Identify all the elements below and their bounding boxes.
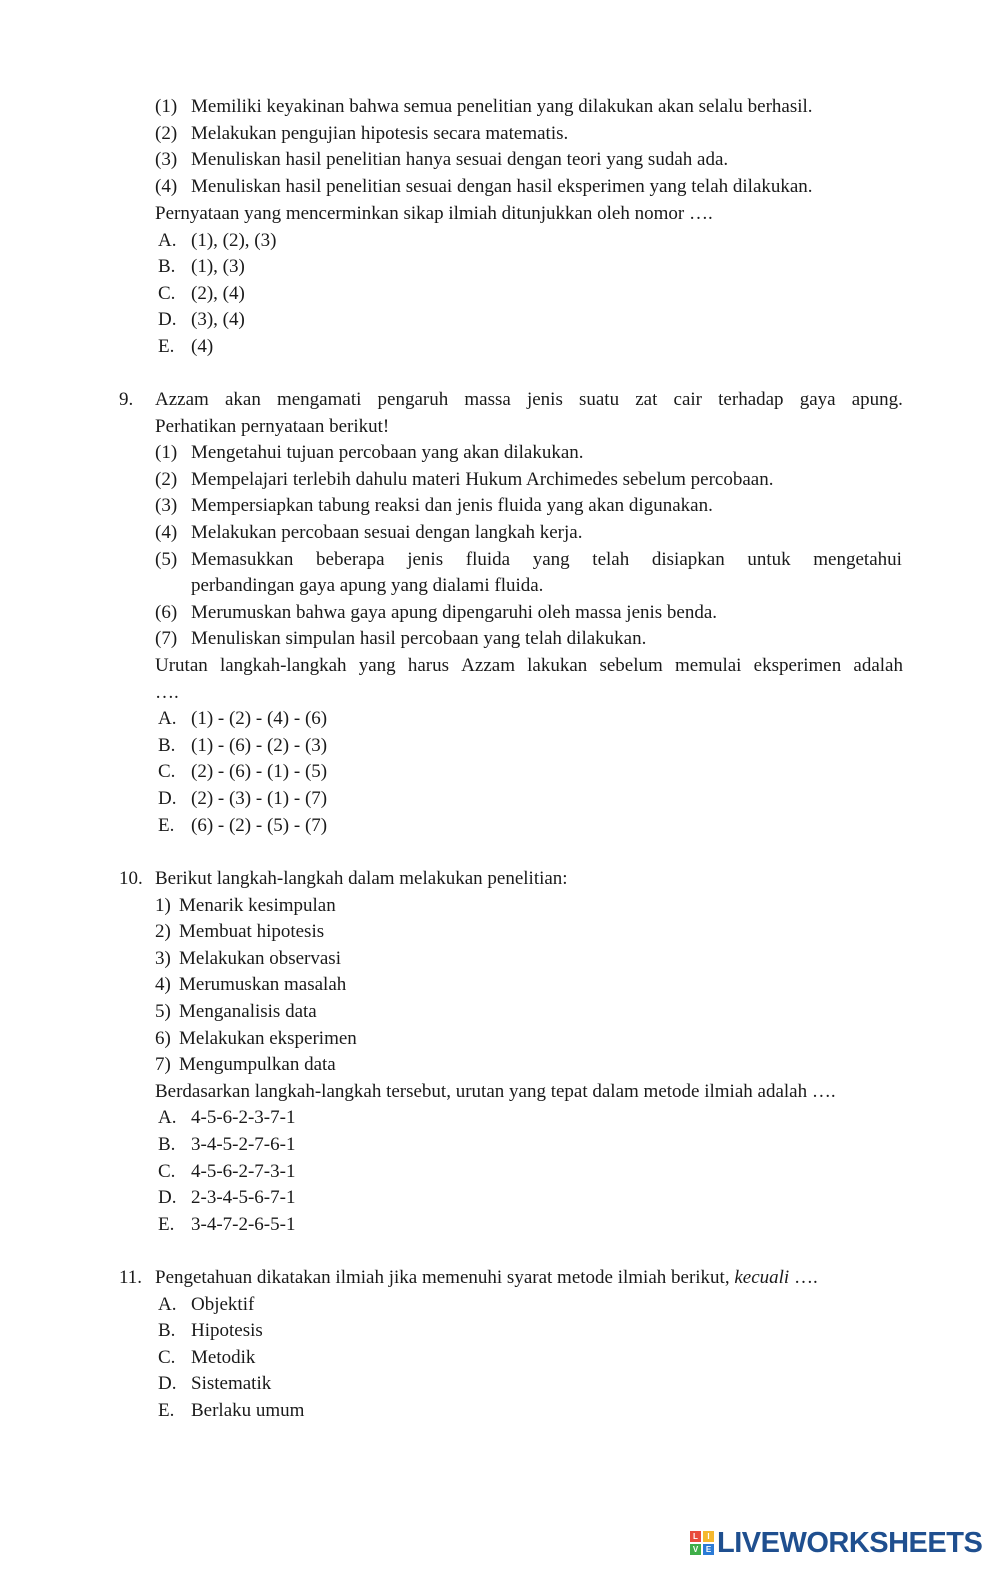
statement-text: Menuliskan hasil penelitian hanya sesuai dengan teori yang sudah ada. [191,149,729,170]
word: Azzam [461,655,515,676]
step-text: Melakukan observasi [179,948,341,969]
liveworksheets-logo-icon [690,1531,714,1555]
option-letter: D. [158,1373,177,1394]
statement-text-line-2: perbandingan gaya apung yang dialami fluida. [191,575,544,596]
q9-number: 9. [119,389,134,410]
statement-number: (4) [155,176,178,197]
statement-number: (6) [155,602,178,623]
step-text: Mengumpulkan data [179,1054,336,1075]
option-letter: E. [158,1214,175,1235]
option-letter: B. [158,735,176,756]
option-text: Berlaku umum [191,1400,305,1421]
step-text: Melakukan eksperimen [179,1028,357,1049]
statement-text: Melakukan percobaan sesuai dengan langkah kerja. [191,522,583,543]
option-text: (2) - (6) - (1) - (5) [191,761,328,782]
option-letter: E. [158,1400,175,1421]
word: lakukan [527,655,588,676]
option-letter: B. [158,1134,176,1155]
word: Urutan [155,655,208,676]
option-letter: C. [158,761,176,782]
option-text: (2) - (3) - (1) - (7) [191,788,328,809]
question-emphasis: kecuali [734,1267,790,1288]
option-letter: B. [158,256,176,277]
word: suatu [578,389,620,410]
word: akan [224,389,261,410]
statement-text: Mengetahui tujuan percobaan yang akan dilakukan. [191,442,584,463]
q10-number: 10. [119,868,143,889]
word: cair [673,389,703,410]
word: adalah [853,655,903,676]
statement-number: (3) [155,149,178,170]
option-letter: C. [158,1161,176,1182]
q10-question: Berdasarkan langkah-langkah tersebut, urutan yang tepat dalam metode ilmiah adalah …. [155,1081,836,1102]
step-text: Merumuskan masalah [179,974,347,995]
option-text: (6) - (2) - (5) - (7) [191,815,328,836]
statement-text: Merumuskan bahwa gaya apung dipengaruhi oleh massa jenis benda. [191,602,718,623]
logo-square-v: V [690,1544,701,1555]
option-letter: D. [158,1187,177,1208]
step-text: Menarik kesimpulan [179,895,336,916]
option-letter: C. [158,283,176,304]
word: zat [635,389,658,410]
step-text: Membuat hipotesis [179,921,325,942]
q10-intro: Berikut langkah-langkah dalam melakukan penelitian: [155,868,568,889]
word: disiapkan [651,549,725,570]
q9-intro-line-1 [155,388,903,412]
step-number: 1) [155,895,171,916]
word: beberapa [316,549,385,570]
word: mengamati [276,389,362,410]
option-letter: A. [158,1294,177,1315]
word: untuk [747,549,791,570]
statement-text: Melakukan pengujian hipotesis secara matematis. [191,123,569,144]
word: fluida [465,549,511,570]
option-text: Hipotesis [191,1320,263,1341]
word: yang [532,549,570,570]
option-text: (3), (4) [191,309,245,330]
step-number: 7) [155,1054,171,1075]
word: eksperimen [753,655,842,676]
word: harus [407,655,449,676]
q9-question-line-1 [155,654,903,678]
word: telah [592,549,630,570]
option-letter: E. [158,336,175,357]
option-text: 3-4-7-2-6-5-1 [191,1214,296,1235]
statement-text: Mempersiapkan tabung reaksi dan jenis fluida yang akan digunakan. [191,495,713,516]
step-number: 5) [155,1001,171,1022]
statement-text: Memiliki keyakinan bahwa semua penelitian yang dilakukan akan selalu berhasil. [191,96,813,117]
option-text: Metodik [191,1347,256,1368]
word: Memasukkan [191,549,294,570]
q9-intro-line-2: Perhatikan pernyataan berikut! [155,416,390,437]
option-text: Sistematik [191,1373,272,1394]
word: yang [358,655,396,676]
option-text: 3-4-5-2-7-6-1 [191,1134,296,1155]
statement-number: (2) [155,469,178,490]
word: memulai [674,655,742,676]
statement-number: (4) [155,522,178,543]
option-text: (1), (2), (3) [191,230,277,251]
option-text: Objektif [191,1294,255,1315]
question-text: Pengetahuan dikatakan ilmiah jika memenuhi syarat metode ilmiah berikut, [155,1267,735,1288]
q8-question: Pernyataan yang mencerminkan sikap ilmiah ditunjukkan oleh nomor …. [155,203,713,224]
option-letter: C. [158,1347,176,1368]
option-letter: A. [158,708,177,729]
option-text: 4-5-6-2-3-7-1 [191,1107,296,1128]
word: mengetahui [813,549,902,570]
option-letter: A. [158,230,177,251]
step-text: Menganalisis data [179,1001,317,1022]
statement-text: Menuliskan simpulan hasil percobaan yang telah dilakukan. [191,628,647,649]
option-text: (2), (4) [191,283,245,304]
logo-text: LIVEWORKSHEETS [717,1526,983,1559]
word: terhadap [718,389,784,410]
statement-text-line-1 [191,548,902,572]
word: sebelum [599,655,663,676]
option-text: (1) - (6) - (2) - (3) [191,735,328,756]
option-text: (1), (3) [191,256,245,277]
option-letter: D. [158,309,177,330]
statement-text: Menuliskan hasil penelitian sesuai dengan hasil eksperimen yang telah dilakukan. [191,176,813,197]
step-number: 3) [155,948,171,969]
word: langkah-langkah [219,655,347,676]
statement-number: (2) [155,123,178,144]
option-text: 4-5-6-2-7-3-1 [191,1161,296,1182]
option-letter: B. [158,1320,176,1341]
statement-number: (1) [155,96,178,117]
q9-question-line-2: …. [155,682,179,703]
statement-number: (7) [155,628,178,649]
q11-number: 11. [119,1267,143,1288]
liveworksheets-logo[interactable] [690,1526,982,1560]
word: jenis [407,549,444,570]
word: Azzam [155,389,209,410]
word: jenis [526,389,563,410]
option-letter: A. [158,1107,177,1128]
word: gaya [799,389,836,410]
logo-square-i: I [703,1531,714,1542]
step-number: 2) [155,921,171,942]
statement-number: (5) [155,549,178,570]
step-number: 4) [155,974,171,995]
statement-number: (3) [155,495,178,516]
word: apung. [851,389,903,410]
option-text: 2-3-4-5-6-7-1 [191,1187,296,1208]
q11-question [155,1266,818,1290]
statement-text: Mempelajari terlebih dahulu materi Hukum Archimedes sebelum percobaan. [191,469,774,490]
step-number: 6) [155,1028,171,1049]
option-text: (1) - (2) - (4) - (6) [191,708,328,729]
logo-square-l: L [690,1531,701,1542]
option-letter: E. [158,815,175,836]
option-text: (4) [191,336,214,357]
logo-square-e: E [703,1544,714,1555]
word: massa [464,389,511,410]
word: pengaruh [377,389,449,410]
question-ellipsis: …. [789,1267,818,1288]
statement-number: (1) [155,442,178,463]
option-letter: D. [158,788,177,809]
